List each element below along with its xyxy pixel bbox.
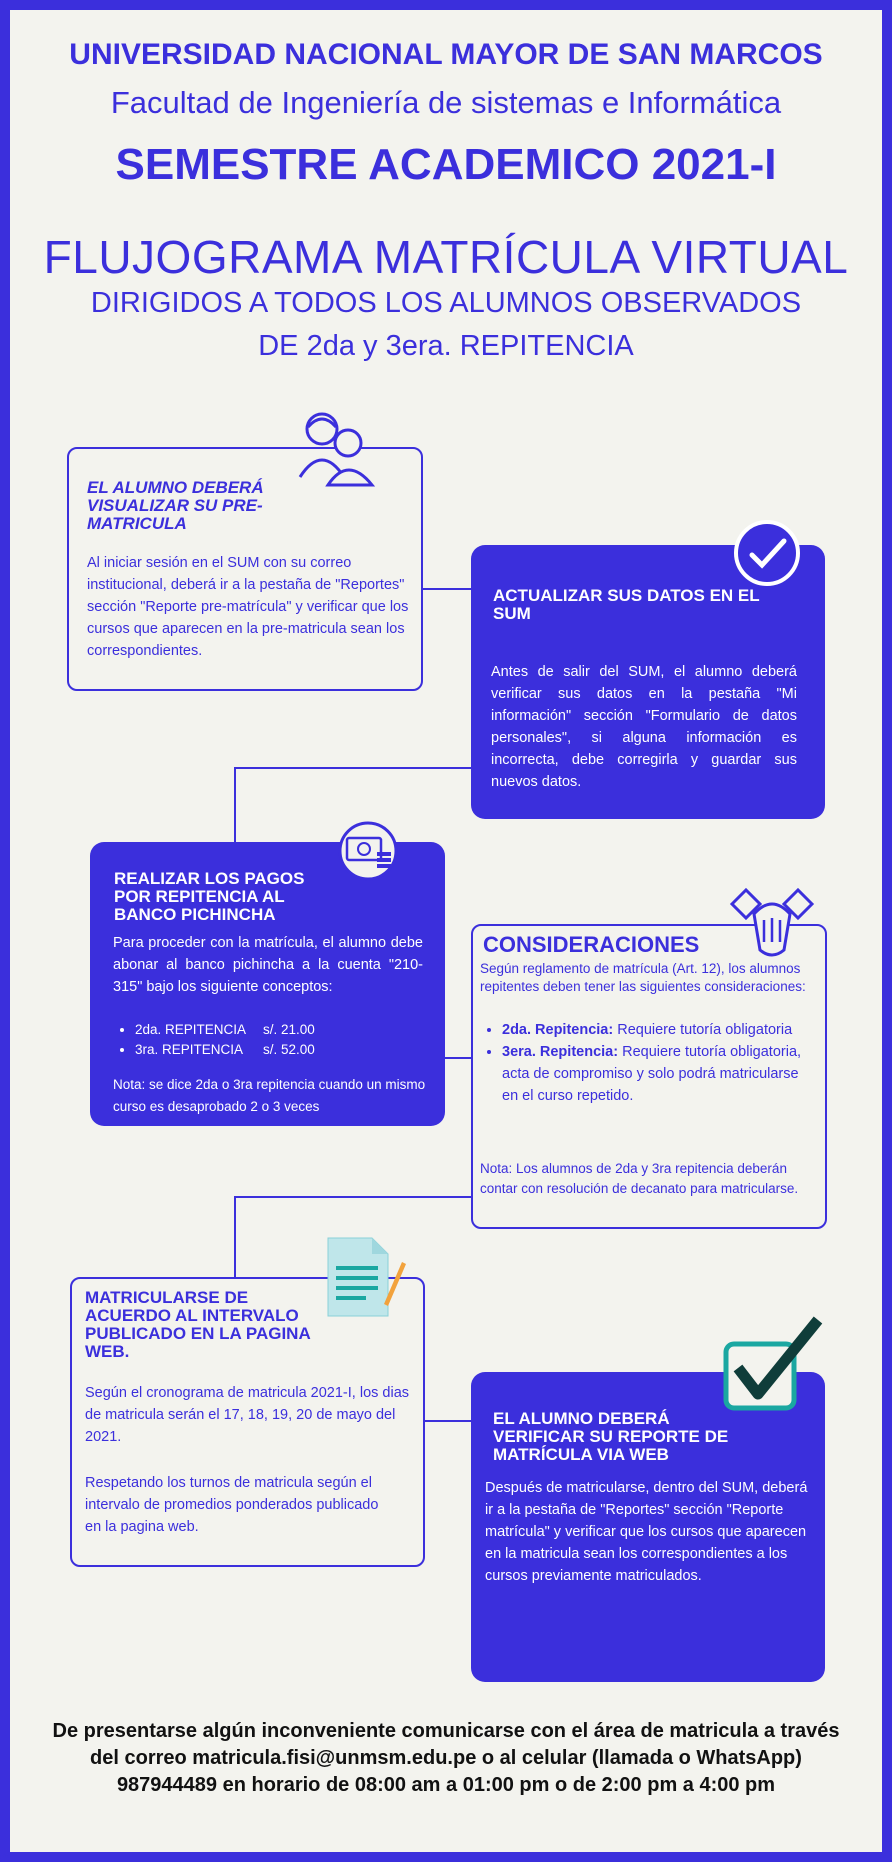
faculty-name: Facultad de Ingeniería de sistemas e Informática — [110, 85, 782, 120]
list-item: • 2da. Repitencia: Requiere tutoría obligatoria — [502, 1019, 814, 1041]
university-name: UNIVERSIDAD NACIONAL MAYOR DE SAN MARCOS — [69, 38, 823, 71]
semester-title: SEMESTRE ACADEMICO 2021-I — [115, 140, 777, 189]
students-icon — [290, 407, 380, 487]
consideraciones-list — [480, 1019, 814, 1107]
card-body: Después de matricularse, dentro del SUM, deberá ir a la pestaña de "Reportes" sección "Reporte matrícula" y verificar que los cursos que aparecen en la matricula sean los correspondientes a los cursos previamente matriculados. — [485, 1480, 808, 1584]
card-title: CONSIDERACIONES — [483, 932, 700, 957]
connector — [421, 588, 471, 590]
card-body: Según el cronograma de matricula 2021-I, los dias de matricula serán el 17, 18, 19, 20 de mayo del 2021. — [85, 1385, 410, 1445]
card-title: ACTUALIZAR SUS DATOS EN EL SUM — [493, 586, 760, 623]
card-title: EL ALUMNO DEBERÁ VERIFICAR SU REPORTE DE MATRÍCULA VIA WEB — [493, 1409, 729, 1464]
handshake-icon — [728, 880, 816, 964]
card-note: Nota: se dice 2da o 3ra repitencia cuando un mismo curso es desaprobado 2 o 3 veces — [113, 1077, 426, 1114]
card-matricularse — [70, 1277, 425, 1567]
subtitle-1: DIRIGIDOS A TODOS LOS ALUMNOS OBSERVADOS — [90, 287, 802, 319]
card-note: Nota: Los alumnos de 2da y 3ra repitencia deberán contar con resolución de decanato para matricularse. — [480, 1161, 799, 1196]
checkmark-circle-icon — [732, 518, 802, 588]
card-title: EL ALUMNO DEBERÁ VISUALIZAR SU PRE-MATRICULA — [87, 478, 264, 533]
connector — [234, 767, 236, 852]
document-icon — [324, 1234, 408, 1320]
price-item: • 3ra. REPITENCIA s/. 52.00 — [135, 1040, 423, 1060]
card-realizar-pagos — [90, 842, 445, 1126]
poster — [10, 10, 882, 1852]
card-title: MATRICULARSE DE ACUERDO AL INTERVALO PUBLICADO EN LA PAGINA WEB. — [85, 1288, 311, 1361]
connector — [423, 1420, 473, 1422]
subtitle-2: DE 2da y 3era. REPITENCIA — [258, 330, 634, 362]
price-list — [113, 1020, 423, 1060]
card-body-2: Respetando los turnos de matricula según el intervalo de promedios ponderados publicado en la pagina web. — [85, 1475, 379, 1535]
card-body: Para proceder con la matrícula, el alumno debe abonar al banco pichincha a la cuenta "210-315" bajo los siguiente conceptos: — [113, 935, 423, 995]
card-body: Al iniciar sesión en el SUM con su correo institucional, deberá ir a la pestaña de "Reportes" sección "Reporte pre-matrícula" y verificar que los cursos que aparecen en la pre-matricula sean los correspondientes. — [87, 555, 409, 659]
price-item: • 2da. REPITENCIA s/. 21.00 — [135, 1020, 423, 1040]
footer-contact: De presentarse algún inconveniente comunicarse con el área de matricula a través del correo matricula.fisi@unmsm.edu.pe o al celular (llamada o WhatsApp) 987944489 en horario de 08:00 am a 01:00 pm o de 2:00 pm a 4:00 pm — [52, 1720, 840, 1796]
card-verificar-reporte — [471, 1372, 825, 1682]
card-consideraciones — [471, 924, 827, 1229]
connector — [443, 1057, 473, 1059]
main-title: FLUJOGRAMA MATRÍCULA VIRTUAL — [43, 231, 849, 283]
card-title: REALIZAR LOS PAGOS POR REPITENCIA AL BANCO PICHINCHA — [114, 869, 305, 924]
connector — [234, 767, 473, 769]
card-body: Antes de salir del SUM, el alumno deberá verificar sus datos en la pestaña "Mi información" sección "Formulario de datos personales", si alguna información es incorrecta, debe corregirla y guardar sus nuevos datos. — [491, 664, 797, 790]
checkbox-icon — [720, 1316, 826, 1416]
money-icon — [333, 820, 403, 882]
card-intro: Según reglamento de matrícula (Art. 12), los alumnos repitentes deben tener las siguientes consideraciones: — [480, 961, 806, 994]
list-item: • 3era. Repitencia: Requiere tutoría obligatoria, acta de compromiso y solo podrá matricularse en el curso repetido. — [502, 1041, 814, 1107]
connector — [234, 1196, 236, 1286]
connector — [234, 1196, 473, 1198]
